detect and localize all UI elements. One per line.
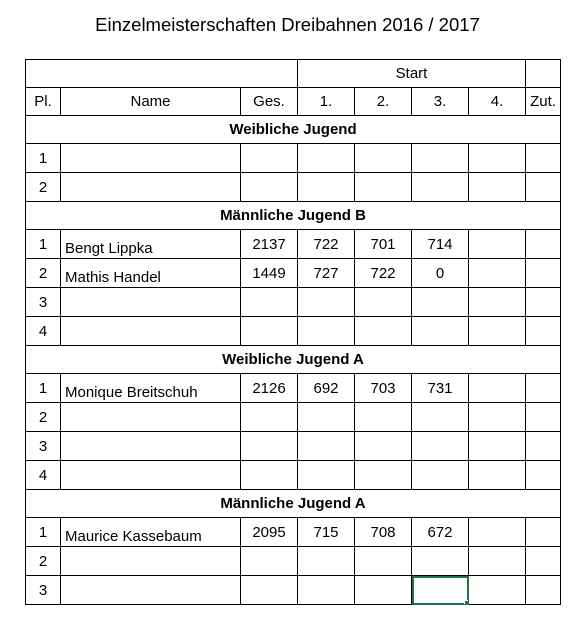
round-4-cell[interactable] [469,317,526,346]
round-2-cell[interactable] [355,173,412,202]
section-title[interactable]: Männliche Jugend B [26,202,561,230]
table-row [26,144,561,173]
place-cell[interactable]: 2 [26,403,61,432]
results-table [25,59,561,605]
round-3-cell[interactable] [412,288,469,317]
round-3-cell[interactable] [412,432,469,461]
total-cell[interactable] [241,317,298,346]
place-cell[interactable]: 2 [26,259,61,288]
extra-cell[interactable] [526,259,561,288]
round-1-cell[interactable] [298,576,355,605]
round-4-cell[interactable] [469,518,526,547]
section-header-row [26,116,561,144]
round-4-cell[interactable] [469,461,526,490]
total-cell[interactable]: 1449 [241,259,298,288]
table-row [26,374,561,403]
round-4-cell[interactable] [469,144,526,173]
name-cell[interactable] [61,317,241,346]
round-4-cell[interactable] [469,374,526,403]
place-cell[interactable]: 1 [26,144,61,173]
extra-cell[interactable] [526,288,561,317]
extra-cell[interactable] [526,403,561,432]
name-cell[interactable] [61,144,241,173]
name-cell[interactable]: Bengt Lippka [61,230,241,259]
header-total[interactable]: Ges. [241,88,298,116]
round-3-cell[interactable] [412,403,469,432]
round-3-cell[interactable] [412,144,469,173]
round-2-cell[interactable]: 703 [355,374,412,403]
extra-cell[interactable] [526,432,561,461]
total-cell[interactable] [241,547,298,576]
section-header-row [26,346,561,374]
round-1-cell[interactable]: 715 [298,518,355,547]
extra-cell[interactable] [526,461,561,490]
header-place[interactable]: Pl. [26,88,61,116]
round-2-cell[interactable] [355,461,412,490]
place-cell[interactable]: 1 [26,230,61,259]
round-2-cell[interactable] [355,547,412,576]
table-row [26,230,561,259]
total-cell[interactable] [241,461,298,490]
round-1-cell[interactable] [298,547,355,576]
table-row [26,317,561,346]
place-cell[interactable]: 4 [26,461,61,490]
table-row [26,432,561,461]
name-cell[interactable]: Mathis Handel [61,259,241,288]
round-1-cell[interactable] [298,403,355,432]
round-2-cell[interactable] [355,144,412,173]
sheet-title: Einzelmeisterschaften Dreibahnen 2016 / 2017 [95,14,480,35]
round-2-cell[interactable] [355,576,412,605]
table-row [26,173,561,202]
place-cell[interactable]: 4 [26,317,61,346]
place-cell[interactable]: 1 [26,374,61,403]
header-extra[interactable]: Zut. [526,88,561,116]
section-header-row [26,490,561,518]
round-2-cell[interactable]: 722 [355,259,412,288]
round-3-cell[interactable]: 731 [412,374,469,403]
total-cell[interactable] [241,144,298,173]
round-4-cell[interactable] [469,288,526,317]
total-cell[interactable] [241,288,298,317]
round-4-cell[interactable] [469,403,526,432]
selected-cell[interactable] [412,576,469,605]
round-1-cell[interactable] [298,288,355,317]
round-1-cell[interactable]: 722 [298,230,355,259]
name-cell[interactable] [61,576,241,605]
round-3-cell[interactable] [412,547,469,576]
round-1-cell[interactable] [298,461,355,490]
table-row [26,288,561,317]
header-round-1[interactable]: 1. [298,88,355,116]
round-3-cell[interactable]: 714 [412,230,469,259]
name-cell[interactable]: Monique Breitschuh [61,374,241,403]
name-cell[interactable] [61,288,241,317]
header-row-start [26,60,561,88]
section-title[interactable]: Weibliche Jugend A [26,346,561,374]
round-2-cell[interactable] [355,432,412,461]
total-cell[interactable] [241,432,298,461]
header-round-3[interactable]: 3. [412,88,469,116]
extra-cell[interactable] [526,144,561,173]
table-row [26,547,561,576]
round-4-cell[interactable] [469,547,526,576]
header-name[interactable]: Name [61,88,241,116]
round-3-cell[interactable] [412,173,469,202]
round-4-cell[interactable] [469,576,526,605]
round-2-cell[interactable]: 708 [355,518,412,547]
round-4-cell[interactable] [469,259,526,288]
place-cell[interactable]: 3 [26,288,61,317]
round-4-cell[interactable] [469,173,526,202]
total-cell[interactable] [241,576,298,605]
extra-cell[interactable] [526,518,561,547]
place-cell[interactable]: 2 [26,173,61,202]
extra-cell[interactable] [526,230,561,259]
place-cell[interactable]: 2 [26,547,61,576]
table-row [26,403,561,432]
round-1-cell[interactable]: 692 [298,374,355,403]
round-1-cell[interactable]: 727 [298,259,355,288]
name-cell[interactable] [61,461,241,490]
place-cell[interactable]: 1 [26,518,61,547]
table-row [26,259,561,288]
name-cell[interactable] [61,432,241,461]
name-cell[interactable] [61,403,241,432]
name-cell[interactable] [61,173,241,202]
name-cell[interactable]: Maurice Kassebaum [61,518,241,547]
extra-cell[interactable] [526,576,561,605]
total-cell[interactable]: 2095 [241,518,298,547]
header-round-4[interactable]: 4. [469,88,526,116]
header-start-cell[interactable]: Start [298,60,526,88]
extra-cell[interactable] [526,317,561,346]
extra-cell[interactable] [526,173,561,202]
extra-cell[interactable] [526,547,561,576]
table-row [26,461,561,490]
round-1-cell[interactable] [298,173,355,202]
total-cell[interactable] [241,173,298,202]
round-3-cell[interactable]: 672 [412,518,469,547]
round-1-cell[interactable] [298,144,355,173]
round-3-cell[interactable] [412,317,469,346]
section-header-row [26,202,561,230]
table-row [26,518,561,547]
total-cell[interactable]: 2126 [241,374,298,403]
round-2-cell[interactable]: 701 [355,230,412,259]
round-4-cell[interactable] [469,230,526,259]
round-2-cell[interactable] [355,317,412,346]
header-round-2[interactable]: 2. [355,88,412,116]
section-title[interactable]: Männliche Jugend A [26,490,561,518]
table-row [26,576,561,605]
round-2-cell[interactable] [355,288,412,317]
total-cell[interactable] [241,403,298,432]
fill-handle[interactable] [464,600,469,605]
place-cell[interactable]: 3 [26,576,61,605]
round-3-cell[interactable]: 0 [412,259,469,288]
section-title[interactable]: Weibliche Jugend [26,116,561,144]
header-blank-cell[interactable] [26,60,298,88]
round-2-cell[interactable] [355,403,412,432]
extra-cell[interactable] [526,374,561,403]
round-1-cell[interactable] [298,317,355,346]
name-cell[interactable] [61,547,241,576]
round-3-cell[interactable] [412,461,469,490]
round-1-cell[interactable] [298,432,355,461]
round-4-cell[interactable] [469,432,526,461]
header-blank-cell[interactable] [526,60,561,88]
header-row-columns [26,88,561,116]
place-cell[interactable]: 3 [26,432,61,461]
total-cell[interactable]: 2137 [241,230,298,259]
